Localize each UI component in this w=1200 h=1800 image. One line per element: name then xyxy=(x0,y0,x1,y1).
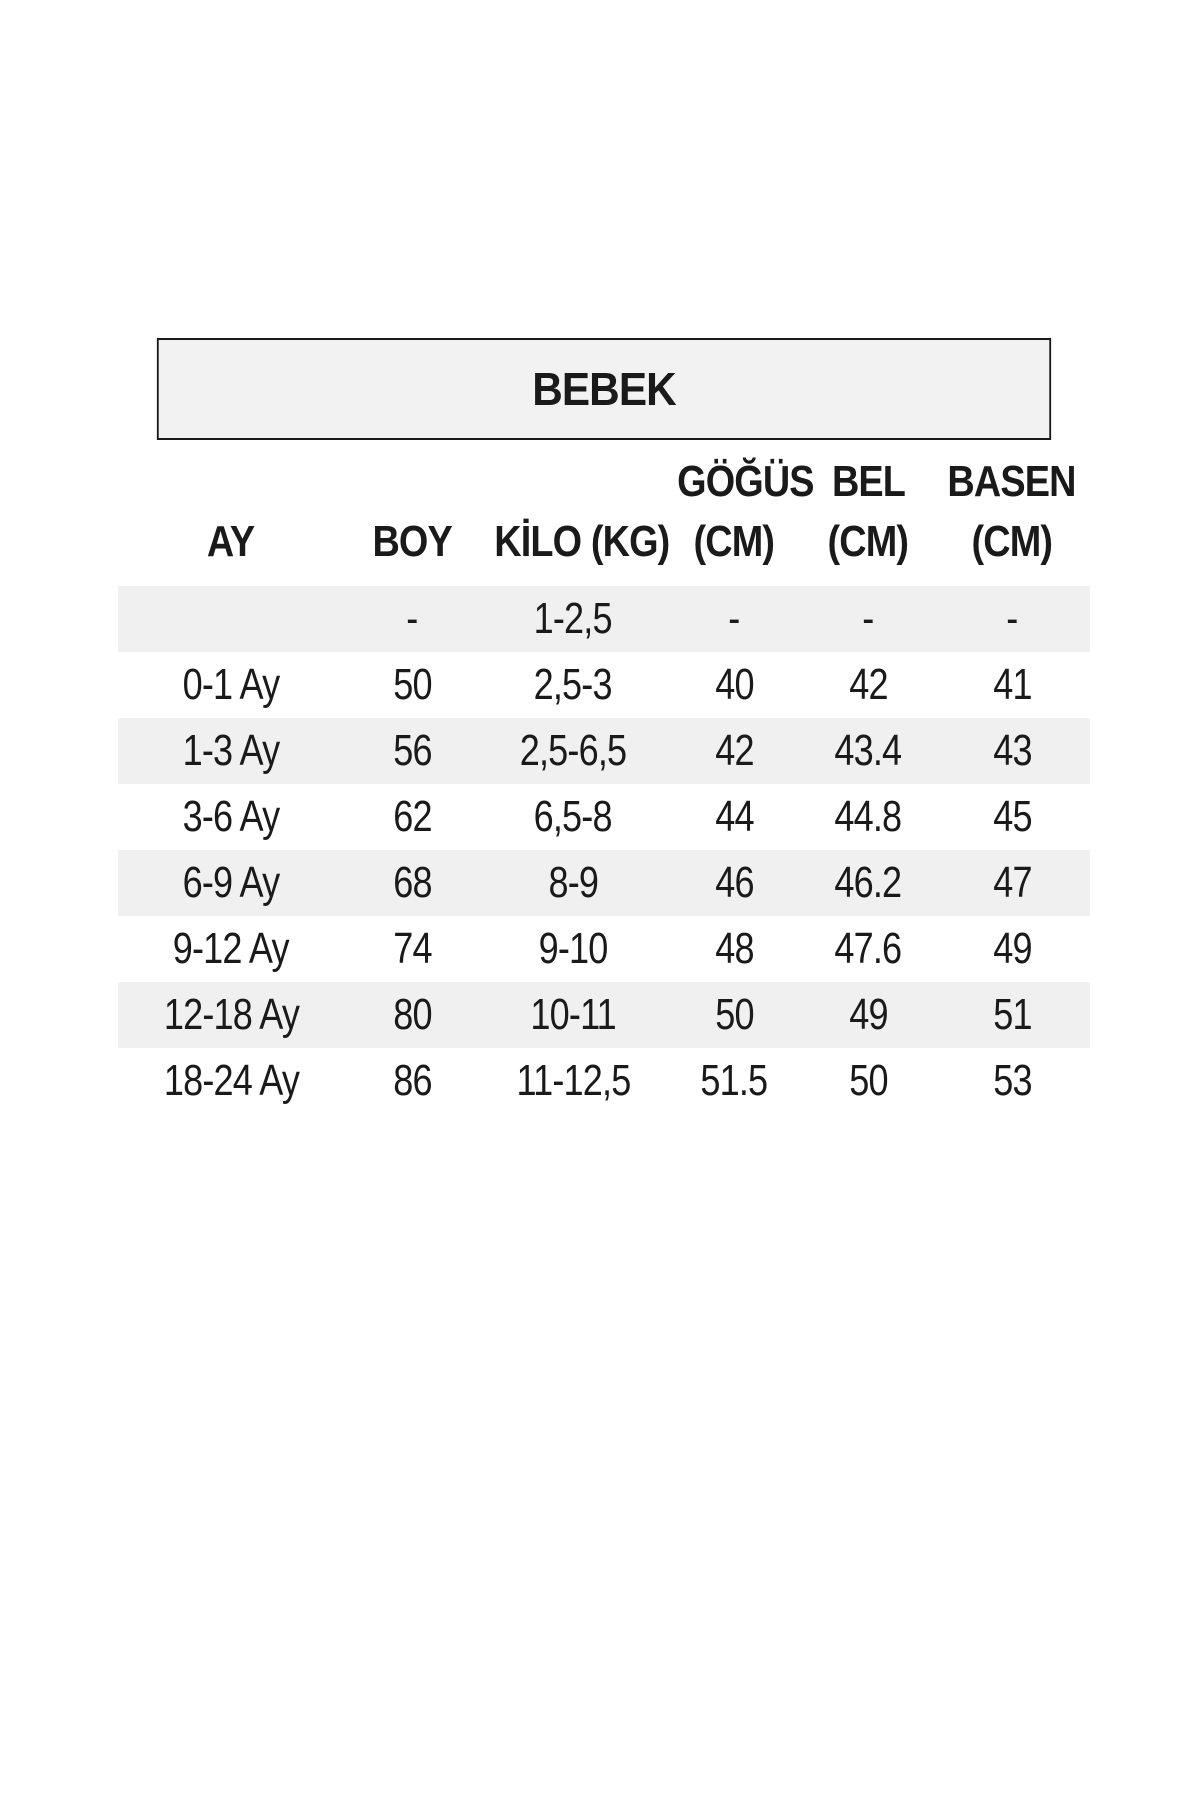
cell-age: 9-12 Ay xyxy=(173,924,289,973)
cell-chest: 40 xyxy=(714,660,754,709)
cell-waist: 44.8 xyxy=(834,792,902,841)
cell-weight: 6,5-8 xyxy=(533,792,613,841)
cell-height: 74 xyxy=(392,924,432,973)
cell-height: - xyxy=(344,586,480,652)
cell-hip: 49 xyxy=(992,924,1032,973)
cell-chest: 48 xyxy=(714,924,754,973)
table-row xyxy=(118,982,1090,1048)
cell-chest: 42 xyxy=(666,718,802,784)
cell-age: 12-18 Ay xyxy=(118,982,344,1048)
cell-height: 50 xyxy=(392,660,432,709)
cell-age: 6-9 Ay xyxy=(118,850,344,916)
chart-title: BEBEK xyxy=(157,338,1051,440)
cell-age: 1-3 Ay xyxy=(118,718,344,784)
header-hip: BASEN (CM) xyxy=(947,457,1077,566)
cell-waist: 50 xyxy=(848,1056,888,1105)
header-row xyxy=(118,440,1090,586)
cell-weight: 8-9 xyxy=(480,850,666,916)
cell-height: 80 xyxy=(344,982,480,1048)
table-row xyxy=(118,784,1090,850)
table-body xyxy=(118,586,1090,1114)
size-chart xyxy=(118,338,1090,1114)
cell-weight: 10-11 xyxy=(480,982,666,1048)
cell-hip: 47 xyxy=(934,850,1090,916)
header-chest: GÖĞÜS (CM) xyxy=(677,457,814,566)
cell-chest: 51.5 xyxy=(700,1056,768,1105)
cell-weight: 2,5-6,5 xyxy=(480,718,666,784)
cell-height: 86 xyxy=(392,1056,432,1105)
cell-hip: 51 xyxy=(934,982,1090,1048)
cell-waist: 47.6 xyxy=(834,924,902,973)
cell-weight: 9-10 xyxy=(538,924,608,973)
cell-chest: 46 xyxy=(666,850,802,916)
header-waist: BEL (CM) xyxy=(827,457,909,566)
table-header xyxy=(118,440,1090,586)
size-table xyxy=(118,440,1090,1114)
header-height: BOY xyxy=(372,517,452,566)
cell-waist: 46.2 xyxy=(802,850,934,916)
cell-age: 3-6 Ay xyxy=(182,792,280,841)
cell-chest: 44 xyxy=(714,792,754,841)
cell-weight: 11-12,5 xyxy=(516,1056,630,1105)
table-row xyxy=(118,1048,1090,1114)
cell-waist: 43.4 xyxy=(802,718,934,784)
header-weight: KİLO (KG) xyxy=(494,517,670,566)
cell-height: 56 xyxy=(344,718,480,784)
cell-weight: 1-2,5 xyxy=(480,586,666,652)
cell-age: 0-1 Ay xyxy=(182,660,280,709)
cell-chest: - xyxy=(666,586,802,652)
table-row xyxy=(118,652,1090,718)
cell-age xyxy=(118,586,344,652)
cell-age: 18-24 Ay xyxy=(163,1056,299,1105)
cell-height: 62 xyxy=(392,792,432,841)
cell-hip: 53 xyxy=(992,1056,1032,1105)
cell-waist: 42 xyxy=(848,660,888,709)
table-row xyxy=(118,586,1090,652)
cell-chest: 50 xyxy=(666,982,802,1048)
table-row xyxy=(118,916,1090,982)
cell-weight: 2,5-3 xyxy=(533,660,613,709)
header-age: AY xyxy=(207,517,255,566)
table-row xyxy=(118,850,1090,916)
table-row xyxy=(118,718,1090,784)
cell-hip: - xyxy=(934,586,1090,652)
cell-waist: 49 xyxy=(802,982,934,1048)
cell-hip: 45 xyxy=(992,792,1032,841)
cell-hip: 43 xyxy=(934,718,1090,784)
cell-hip: 41 xyxy=(992,660,1032,709)
cell-waist: - xyxy=(802,586,934,652)
cell-height: 68 xyxy=(344,850,480,916)
